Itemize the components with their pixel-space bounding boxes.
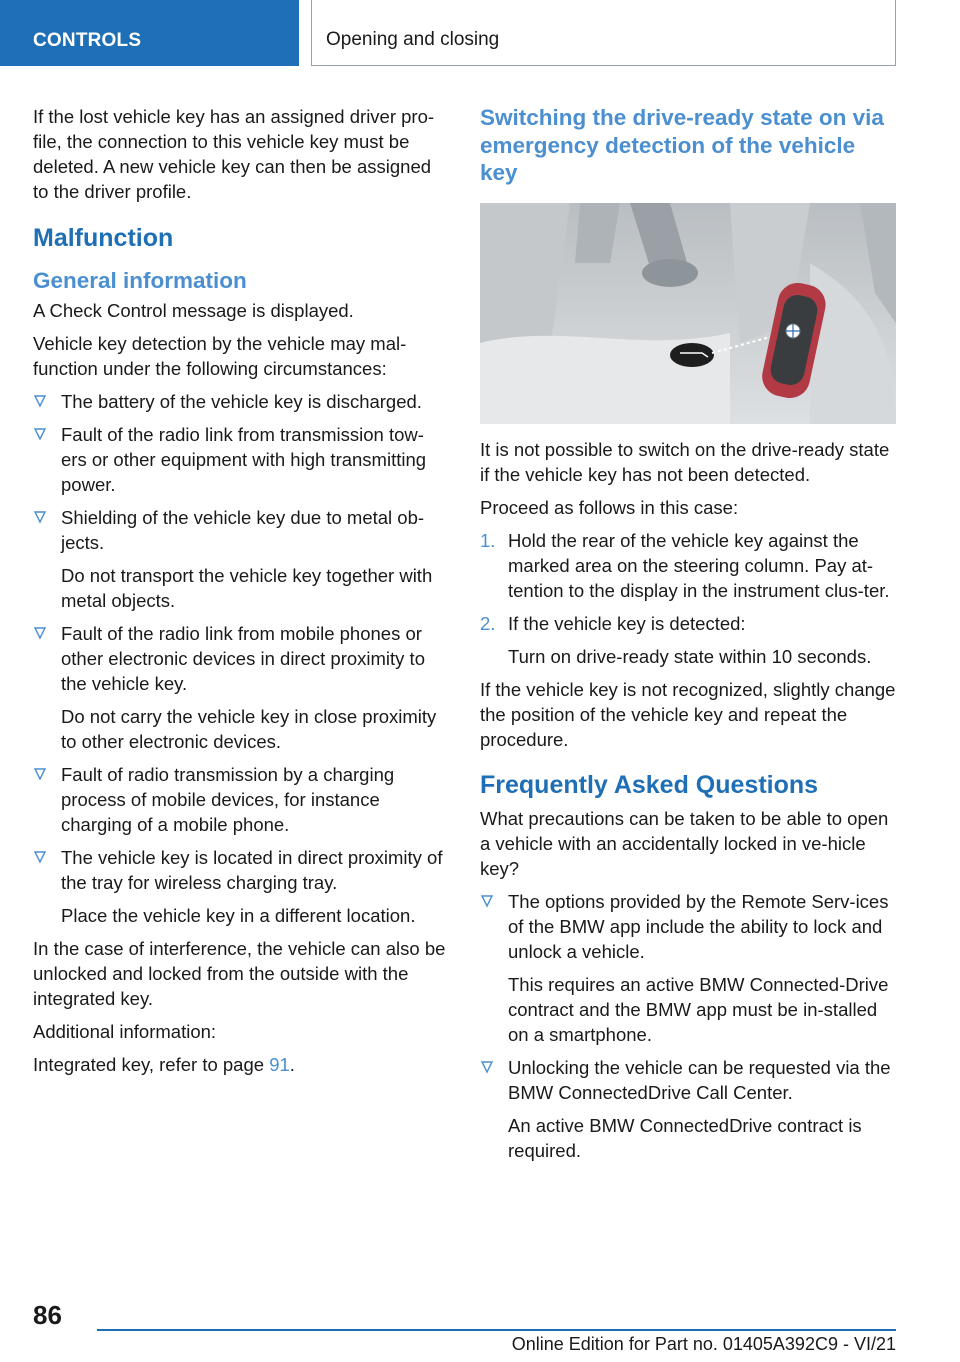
general-information-heading: General information	[33, 268, 247, 293]
page-link[interactable]: 91	[269, 1054, 290, 1075]
steering-column-image	[480, 203, 896, 424]
list-item	[480, 1055, 896, 1163]
list-item	[480, 611, 896, 669]
step-number: 1.	[480, 529, 496, 551]
list-item-text: Fault of the radio link from mobile phones or other electronic devices in direct proximity to the vehicle key.	[61, 623, 425, 694]
not-recognized-paragraph: If the vehicle key is not recognized, slightly change the position of the vehicle key and repeat the procedure.	[480, 678, 896, 750]
check-control-paragraph: A Check Control message is displayed.	[33, 300, 354, 321]
left-column	[33, 104, 449, 1085]
step-number: 2.	[480, 612, 496, 634]
page-number: 86	[33, 1300, 62, 1330]
triangle-bullet-icon	[33, 624, 47, 642]
list-item-note: An active BMW ConnectedDrive contract is required.	[508, 1114, 862, 1161]
faq-answers	[480, 889, 896, 1163]
list-item	[480, 889, 896, 1047]
list-item-note: Do not carry the vehicle key in close proximity to other electronic devices.	[61, 706, 437, 752]
emergency-detection-heading: Switching the drive-ready state on via emergency detection of the vehicle key	[480, 105, 884, 185]
triangle-bullet-icon	[33, 765, 47, 783]
triangle-bullet-icon	[33, 392, 47, 410]
malfunction-list	[33, 389, 449, 928]
additional-info-label: Additional information:	[33, 1021, 217, 1042]
procedure-steps	[480, 528, 896, 669]
edition-info: Online Edition for Part no. 01405A392C9 - VI/21	[511, 1334, 896, 1354]
step-text: If the vehicle key is detected:	[508, 612, 746, 634]
triangle-bullet-icon	[33, 508, 47, 526]
steering-column-illustration	[480, 203, 896, 424]
faq-heading: Frequently Asked Questions	[480, 770, 819, 799]
malfunction-heading: Malfunction	[33, 224, 174, 252]
detection-paragraph: Vehicle key detection by the vehicle may mal-function under the following circumstances:	[33, 333, 407, 379]
faq-question: What precautions can be taken to be able to open a vehicle with an accidentally locked in ve-hicle key?	[480, 807, 889, 879]
triangle-bullet-icon	[33, 425, 47, 443]
intro-paragraph: If the lost vehicle key has an assigned driver pro-file, the connection to this vehicle key must be deleted. A new vehicle key can then be assigned to the driver profile.	[33, 106, 435, 202]
footer-divider	[97, 1329, 896, 1331]
list-item	[33, 845, 449, 928]
triangle-bullet-icon	[33, 848, 47, 866]
cross-reference-text: Integrated key, refer to page	[33, 1054, 270, 1075]
step-text: Hold the rear of the vehicle key against the marked area on the steering column. Pay at-tention to the display in the instrument clus-ter.	[508, 529, 890, 601]
list-item	[33, 505, 449, 613]
list-item-text: The vehicle key is located in direct proximity of the tray for wireless charging tray.	[61, 847, 443, 893]
proceed-paragraph: Proceed as follows in this case:	[480, 496, 739, 518]
right-column	[480, 104, 896, 1171]
list-item-note: Place the vehicle key in a different location.	[61, 905, 416, 926]
list-item-note: Do not transport the vehicle key together with metal objects.	[61, 565, 433, 611]
triangle-bullet-icon	[480, 1058, 494, 1076]
interference-paragraph: In the case of interference, the vehicle can also be unlocked and locked from the outside with the integrated key.	[33, 938, 446, 1009]
list-item	[33, 621, 449, 754]
step-note: Turn on drive-ready state within 10 seconds.	[508, 645, 872, 667]
list-item-text: Shielding of the vehicle key due to metal ob-jects.	[61, 507, 425, 553]
list-item	[33, 422, 449, 497]
not-detected-paragraph: It is not possible to switch on the drive-ready state if the vehicle key has not been detected.	[480, 438, 890, 485]
list-item-text: Fault of radio transmission by a charging process of mobile devices, for instance charging of a mobile phone.	[61, 764, 395, 835]
chapter-title: Opening and closing	[311, 0, 896, 66]
list-item-note: This requires an active BMW Connected-Drive contract and the BMW app must be in-stalled on a smartphone.	[508, 973, 889, 1045]
list-item-text: The battery of the vehicle key is discharged.	[61, 391, 422, 412]
list-item-text: Unlocking the vehicle can be requested via the BMW ConnectedDrive Call Center.	[508, 1056, 891, 1103]
list-item	[33, 389, 449, 414]
cross-reference-end: .	[289, 1054, 295, 1075]
page-header	[0, 0, 960, 66]
list-item-text: The options provided by the Remote Serv-ices of the BMW app include the ability to lock and unlock a vehicle.	[508, 890, 889, 962]
section-tab: CONTROLS	[0, 0, 299, 66]
list-item-text: Fault of the radio link from transmission tow-ers or other equipment with high transmitting power.	[61, 424, 427, 495]
triangle-bullet-icon	[480, 892, 494, 910]
list-item	[480, 528, 896, 603]
list-item	[33, 762, 449, 837]
cross-reference	[33, 1052, 449, 1077]
